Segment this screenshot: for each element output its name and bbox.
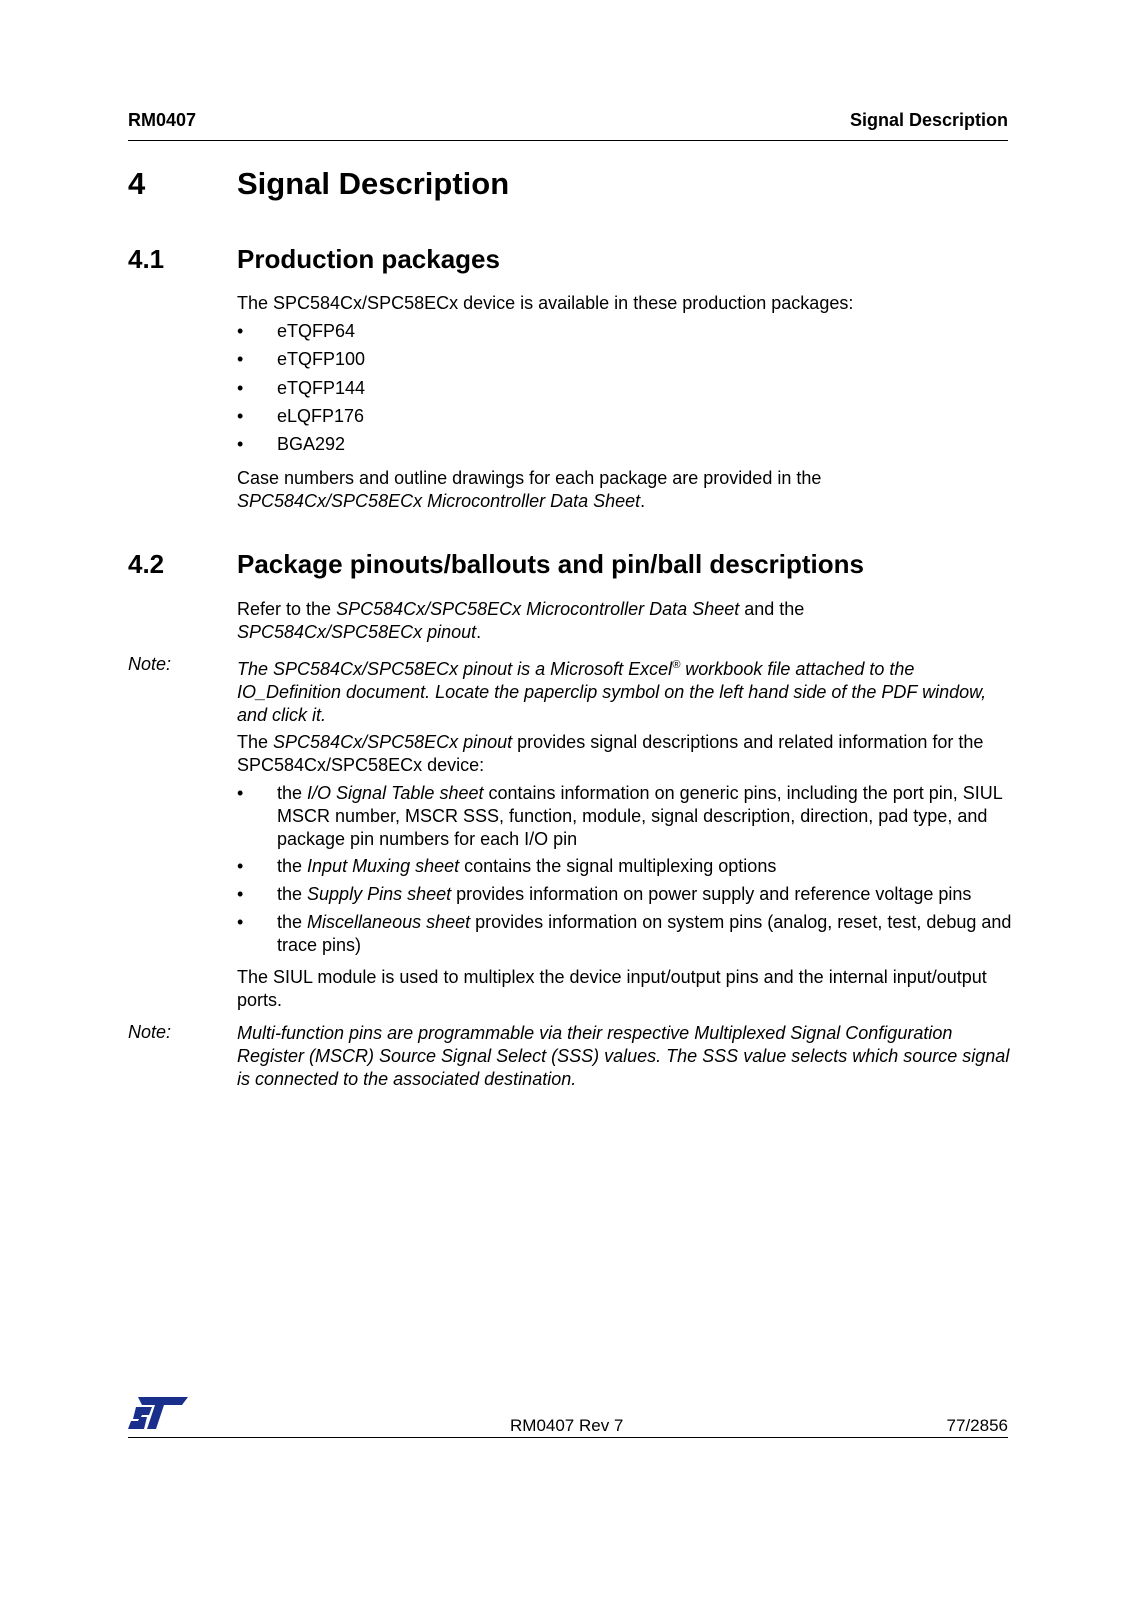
note-mscr: Multi-function pins are programmable via their respective Multiplexed Signal Configuration Register (MSCR) Source Signal Select (SSS) values. The SSS value selects which source signal is connected to the associated destination. xyxy=(237,1023,1010,1089)
packages-intro: The SPC584Cx/SPC58ECx device is available in these production packages: xyxy=(237,293,854,313)
package-item: eLQFP176 xyxy=(277,406,365,426)
footer-rule xyxy=(128,1437,1008,1438)
sheet-item xyxy=(277,883,1017,906)
sheet-text: contains information on generic pins, including the port pin, SIUL MSCR number, MSCR SSS, function, module, signal description, direction, pad type, and package pin numbers for each I/O pin xyxy=(277,783,1003,849)
footer-revision: RM0407 Rev 7 xyxy=(510,1416,624,1435)
bullet-icon: • xyxy=(237,378,244,398)
bullet-icon: • xyxy=(237,406,244,426)
bullet-icon: • xyxy=(237,856,244,876)
package-item: eTQFP144 xyxy=(277,378,366,398)
case-line-1: Case numbers and outline drawings for each package are provided in the xyxy=(237,468,822,488)
package-item: eTQFP100 xyxy=(277,349,366,369)
header-section: Signal Description xyxy=(849,110,1008,130)
package-item: eTQFP64 xyxy=(277,321,356,341)
bullet-icon: • xyxy=(237,912,244,932)
section-4-1-number: 4.1 xyxy=(128,244,165,274)
header-rule xyxy=(128,140,1008,141)
sheet-text: contains the signal multiplexing options xyxy=(459,856,777,876)
bullet-icon: • xyxy=(237,321,244,341)
sheet-text: provides information on power supply and reference voltage pins xyxy=(451,884,972,904)
sheet-text: the xyxy=(277,856,308,876)
bullet-icon: • xyxy=(237,884,244,904)
sheet-name: Supply Pins sheet xyxy=(307,884,452,904)
section-4-2-title: Package pinouts/ballouts and pin/ball descriptions xyxy=(237,549,864,579)
sheet-name: Miscellaneous sheet xyxy=(307,912,471,932)
registered-mark: ® xyxy=(672,659,681,671)
section-4-1-title: Production packages xyxy=(237,244,500,274)
sheet-item xyxy=(277,911,1017,957)
bullet-icon: • xyxy=(237,783,244,803)
pinout-paragraph xyxy=(237,731,1012,777)
case-line-end: . xyxy=(640,491,646,511)
section-4-2-number: 4.2 xyxy=(128,549,165,579)
siul-paragraph: The SIUL module is used to multiplex the device input/output pins and the internal input/output ports. xyxy=(237,967,987,1010)
sheet-item xyxy=(277,855,1017,878)
sheet-text: provides information on system pins (analog, reset, test, debug and trace pins) xyxy=(277,912,1012,955)
package-item: BGA292 xyxy=(277,434,346,454)
pinout-text: The xyxy=(237,732,274,752)
note-text: The SPC584Cx/SPC58ECx pinout is a Microsoft Excel xyxy=(237,659,673,679)
sheet-item xyxy=(277,782,1017,851)
case-numbers-paragraph xyxy=(237,467,1012,513)
footer-page-number: 77/2856 xyxy=(946,1416,1008,1435)
datasheet-reference: SPC584Cx/SPC58ECx Microcontroller Data Sheet xyxy=(237,491,641,511)
note-label: Note: xyxy=(128,654,172,674)
pinout-text: provides signal descriptions and related information for the SPC584Cx/SPC58ECx device: xyxy=(237,732,984,775)
pinout-reference: SPC584Cx/SPC58ECx pinout xyxy=(237,622,477,642)
st-logo-text: ST xyxy=(172,1426,174,1427)
st-logo-icon xyxy=(128,1395,190,1431)
refer-paragraph xyxy=(237,598,1012,644)
chapter-title: Signal Description xyxy=(237,166,510,201)
sheet-name: I/O Signal Table sheet xyxy=(307,783,484,803)
refer-text: Refer to the xyxy=(237,599,337,619)
note-text: workbook file attached to the IO_Definition document. Locate the paperclip symbol on the left hand side of the PDF window, and click it. xyxy=(237,659,987,725)
sheet-text: the xyxy=(277,783,308,803)
pinout-reference: SPC584Cx/SPC58ECx pinout xyxy=(273,732,513,752)
note-excel xyxy=(237,654,1012,727)
refer-text: . xyxy=(476,622,482,642)
bullet-icon: • xyxy=(237,434,244,454)
note-label: Note: xyxy=(128,1022,172,1042)
header-doc-id: RM0407 xyxy=(128,110,197,130)
refer-text: and the xyxy=(739,599,805,619)
sheet-text: the xyxy=(277,912,308,932)
datasheet-reference: SPC584Cx/SPC58ECx Microcontroller Data Sheet xyxy=(336,599,740,619)
sheet-name: Input Muxing sheet xyxy=(307,856,460,876)
chapter-number: 4 xyxy=(128,166,146,201)
sheet-text: the xyxy=(277,884,308,904)
bullet-icon: • xyxy=(237,349,244,369)
